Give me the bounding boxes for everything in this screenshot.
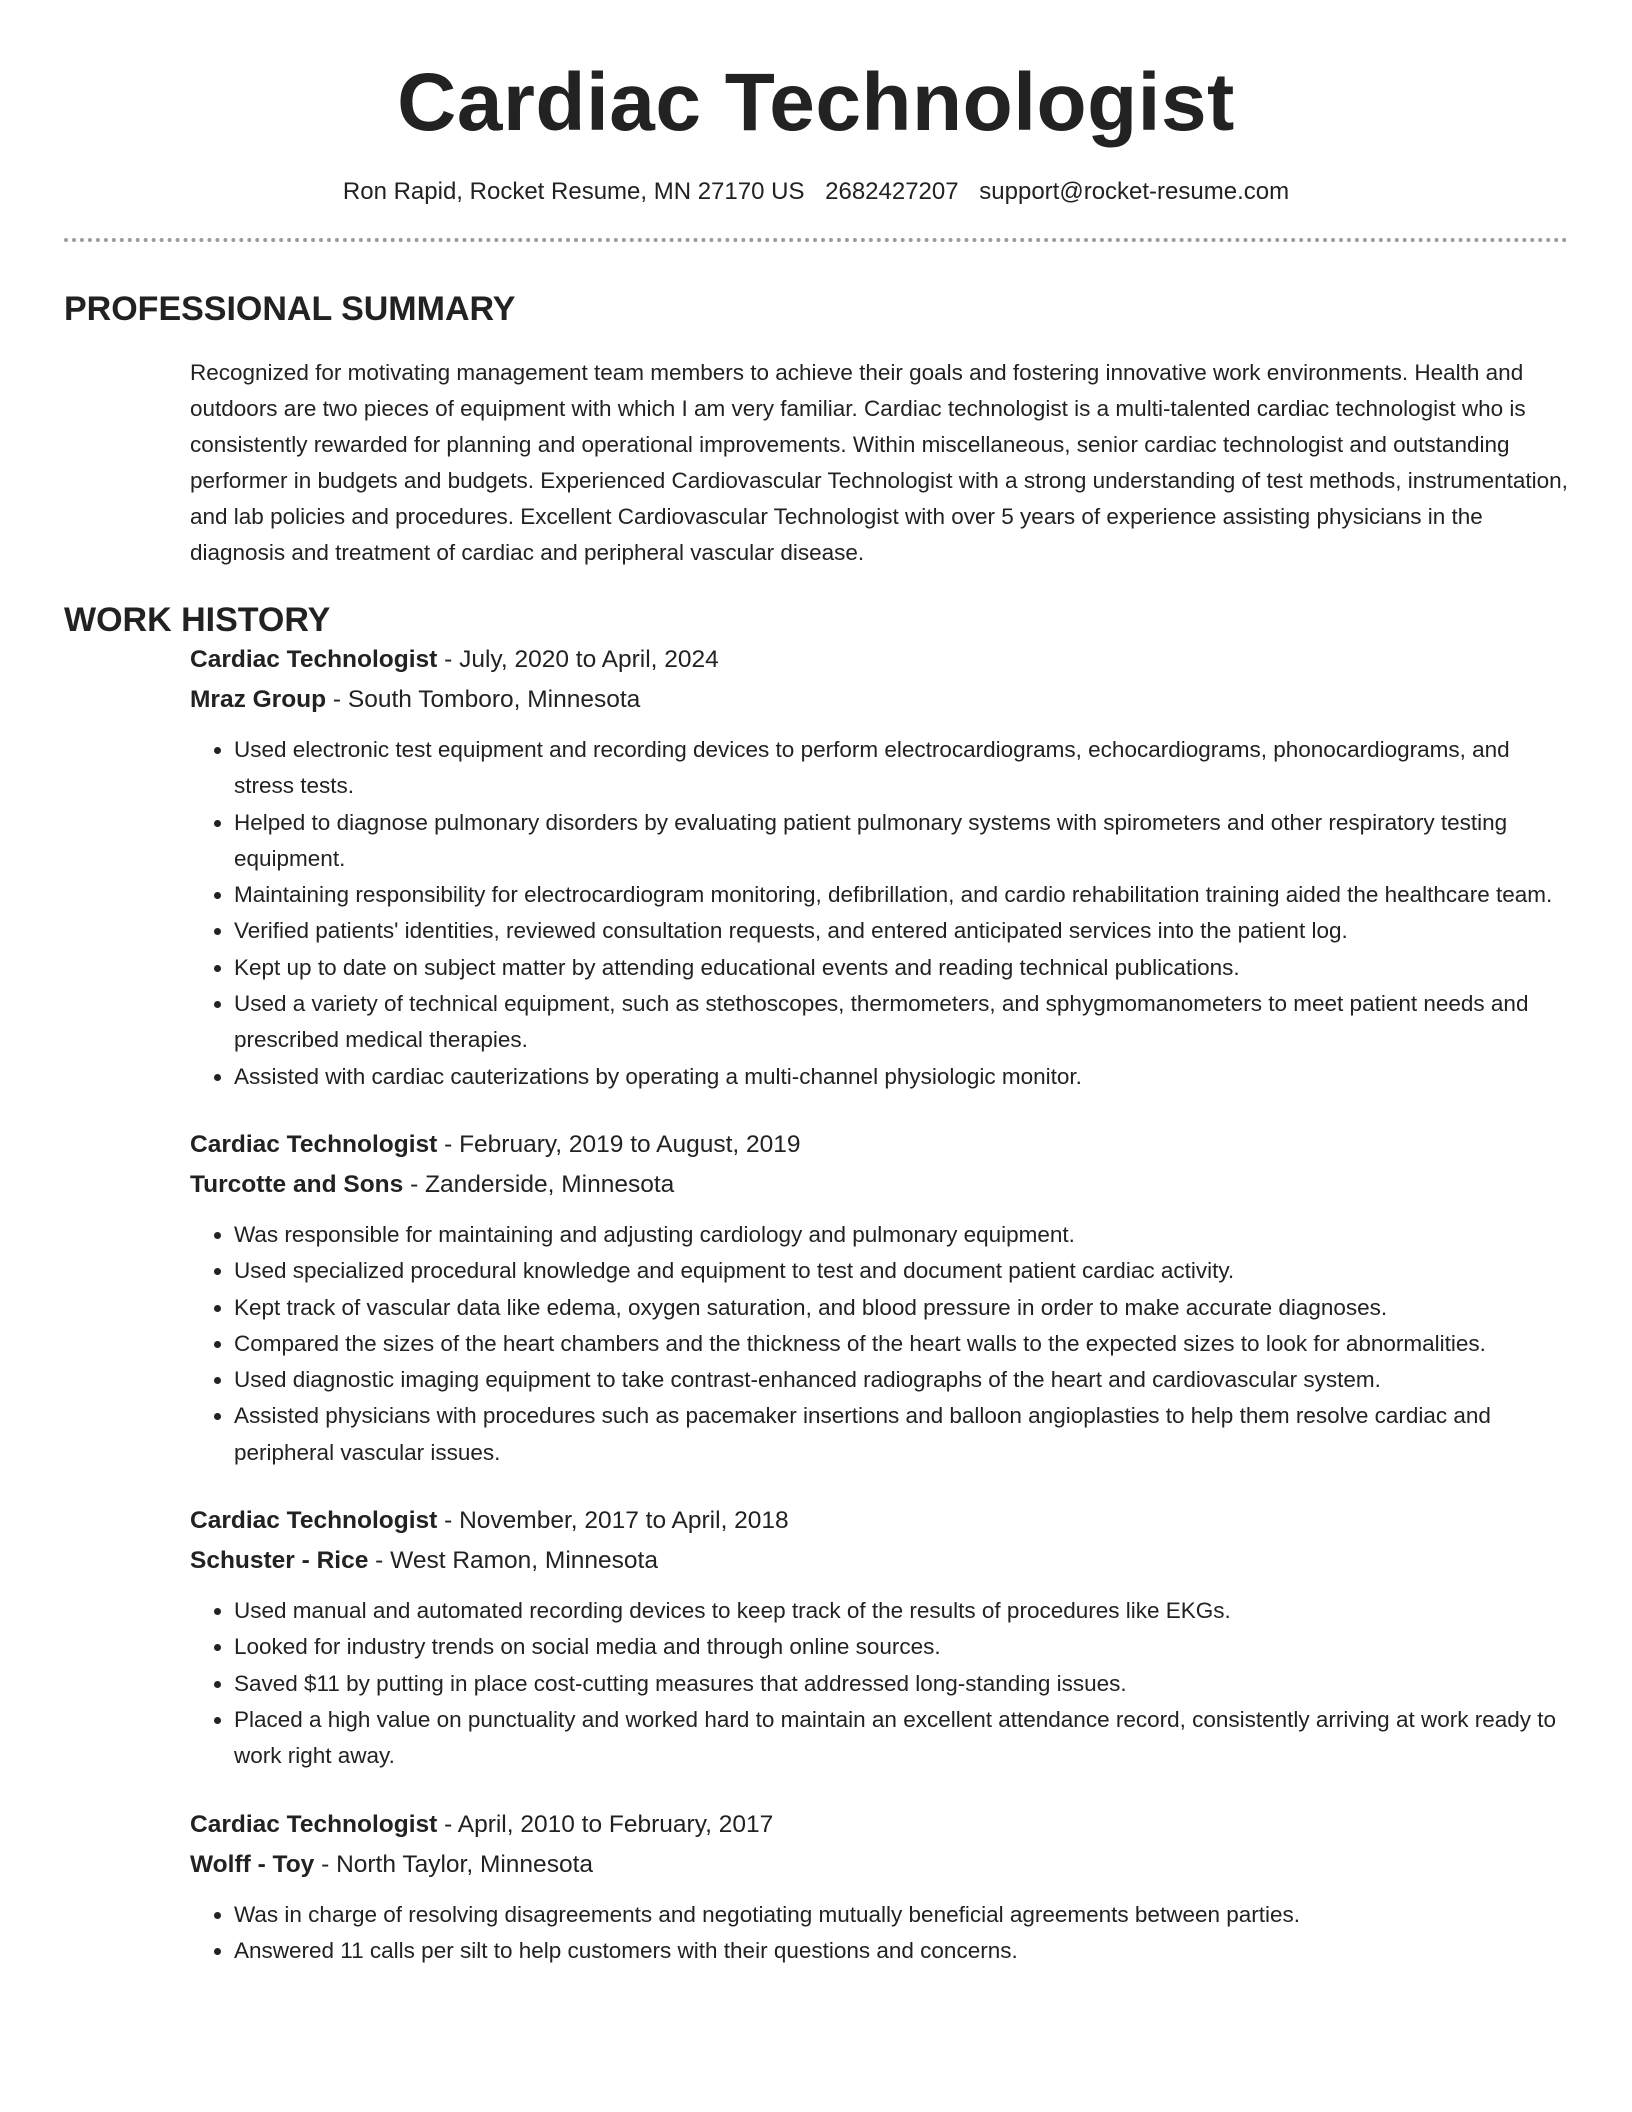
job-dates: - April, 2010 to February, 2017 [437,1810,774,1838]
job-title: Cardiac Technologist [190,646,438,673]
job-bullet: • Used diagnostic imaging equipment to take contrast-enhanced radiographs of the heart and cardiovascular system. [234,1362,1568,1398]
resume-title: Cardiac Technologist [397,57,1235,148]
job-entry [190,1805,1568,1970]
job-company: Wolff - Toy [190,1850,315,1878]
job-bullet: • Assisted with cardiac cauterizations by operating a multi-channel physiologic monitor. [234,1059,1568,1095]
job-bullet: • Used a variety of technical equipment, such as stethoscopes, thermometers, and sphygmomanometers to meet patient needs and prescribed medical therapies. [234,986,1568,1059]
job-dates: - February, 2019 to August, 2019 [437,1130,801,1158]
contact-line [64,178,1568,206]
contact-phone: 2682427207 [825,178,959,205]
job-title: Cardiac Technologist [190,1507,438,1535]
job-bullet-list [190,1217,1568,1471]
job-dates: - November, 2017 to April, 2018 [437,1507,789,1535]
job-location: - South Tomboro, Minnesota [326,686,641,713]
job-bullet: • Answered 11 calls per silt to help customers with their questions and concerns. [234,1933,1568,1969]
job-title-line [190,1125,1568,1165]
job-dates: - July, 2020 to April, 2024 [437,646,719,673]
job-entry [190,1125,1568,1471]
job-title-line [190,640,1568,680]
job-bullet: • Used manual and automated recording devices to keep track of the results of procedures like EKGs. [234,1593,1568,1629]
job-bullet: • Used electronic test equipment and recording devices to perform electrocardiograms, echocardiograms, phonocardiograms, and stress tests. [234,732,1568,805]
job-location: - North Taylor, Minnesota [314,1850,593,1878]
job-company: Schuster - Rice [190,1547,369,1575]
job-entry [190,1501,1568,1774]
job-entry [190,640,1568,1095]
job-bullet: • Maintaining responsibility for electrocardiogram monitoring, defibrillation, and cardio rehabilitation training aided the healthcare team. [234,877,1568,913]
job-bullet: • Used specialized procedural knowledge and equipment to test and document patient cardiac activity. [234,1253,1568,1289]
job-title-line [190,1501,1568,1541]
job-bullet: • Kept track of vascular data like edema, oxygen saturation, and blood pressure in order to make accurate diagnoses. [234,1290,1568,1326]
job-company-line [190,1541,1568,1581]
job-bullet: • Compared the sizes of the heart chambers and the thickness of the heart walls to the expected sizes to look for abnormalities. [234,1326,1568,1362]
job-location: - Zanderside, Minnesota [403,1170,675,1198]
job-company: Mraz Group [190,686,327,713]
job-bullet: • Placed a high value on punctuality and worked hard to maintain an excellent attendance record, consistently arriving at work ready to work right away. [234,1702,1568,1775]
job-title-line [190,1805,1568,1845]
summary-heading: PROFESSIONAL SUMMARY [64,290,516,328]
job-bullet-list [190,1593,1568,1774]
summary-text: Recognized for motivating management team members to achieve their goals and fostering innovative work environments. Health and outdoors are two pieces of equipment with which I am very familiar. Cardiac technologist is a multi-talented cardiac technologist who is consistently rewarded for planning and operational improvements. Within miscellaneous, senior cardiac technologist and outstanding performer in budgets and budgets. Experienced Cardiovascular Technologist with a strong understanding of test methods, instrumentation, and lab policies and procedures. Excellent Cardiovascular Technologist with over 5 years of experience assisting physicians in the diagnosis and treatment of cardiac and peripheral vascular disease. [190,360,1568,565]
job-company: Turcotte and Sons [190,1170,404,1198]
contact-email: support@rocket-resume.com [979,178,1290,205]
job-bullet: • Was in charge of resolving disagreements and negotiating mutually beneficial agreements between parties. [234,1897,1568,1933]
job-bullet: • Looked for industry trends on social media and through online sources. [234,1629,1568,1665]
job-title: Cardiac Technologist [190,1810,438,1838]
job-bullet-list [190,732,1568,1095]
header-divider [64,238,1568,242]
contact-address: Ron Rapid, Rocket Resume, MN 27170 US [342,178,805,205]
work-history-heading: WORK HISTORY [64,601,331,639]
job-bullet: • Kept up to date on subject matter by attending educational events and reading technical publications. [234,950,1568,986]
job-company-line [190,1165,1568,1205]
job-bullet-list [190,1897,1568,1970]
job-bullet: • Helped to diagnose pulmonary disorders by evaluating patient pulmonary systems with spirometers and other respiratory testing equipment. [234,805,1568,878]
work-history-list [64,640,1568,1969]
job-bullet: • Assisted physicians with procedures such as pacemaker insertions and balloon angioplasties to help them resolve cardiac and peripheral vascular issues. [234,1398,1568,1471]
job-bullet: • Saved $11 by putting in place cost-cutting measures that addressed long-standing issues. [234,1666,1568,1702]
job-bullet: • Verified patients' identities, reviewed consultation requests, and entered anticipated services into the patient log. [234,913,1568,949]
job-company-line [190,1845,1568,1885]
job-title: Cardiac Technologist [190,1130,438,1158]
job-bullet: • Was responsible for maintaining and adjusting cardiology and pulmonary equipment. [234,1217,1568,1253]
job-location: - West Ramon, Minnesota [368,1547,658,1575]
job-company-line [190,680,1568,720]
